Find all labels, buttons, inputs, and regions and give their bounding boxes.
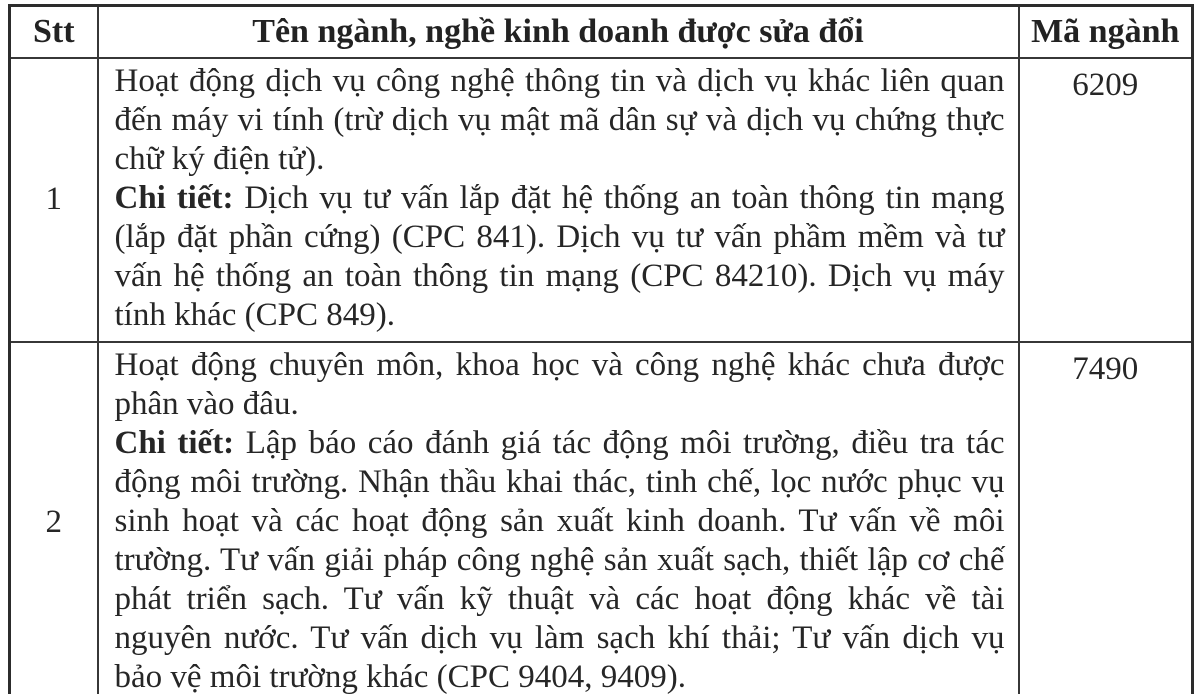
header-industry-code: Mã ngành [1019,6,1193,58]
header-stt: Stt [10,6,98,58]
description-text: Hoạt động chuyên môn, khoa học và công nghệ khác chưa được phân vào đâu. [114,346,1005,422]
detail-paragraph [115,179,1005,335]
detail-label: Chi tiết: [114,179,234,216]
industry-code-value: 6209 [1019,58,1193,342]
row-number: 2 [10,342,98,694]
table-row [10,342,1193,694]
detail-paragraph [115,424,1005,694]
header-business-line-name: Tên ngành, nghề kinh doanh được sửa đổi [98,6,1019,58]
table-row [10,58,1193,342]
row-number: 1 [10,58,98,342]
description-text: Hoạt động dịch vụ công nghệ thông tin và dịch vụ khác liên quan đến máy vi tính (trừ dịch vụ mật mã dân sự và dịch vụ chứng thực chữ ký điện tử). [114,62,1005,177]
table-header-row [10,6,1193,58]
detail-text: Dịch vụ tư vấn lắp đặt hệ thống an toàn thông tin mạng (lắp đặt phần cứng) (CPC 841). Dịch vụ tư vấn phầm mềm và tư vấn hệ thống an toàn thông tin mạng (CPC 84210). Dịch vụ máy tính khác (CPC 849). [114,179,1005,333]
amended-business-lines-table [8,4,1194,694]
detail-text: Lập báo cáo đánh giá tác động môi trường, điều tra tác động môi trường. Nhận thầu khai thác, tinh chế, lọc nước phục vụ sinh hoạt và các hoạt động sản xuất kinh doanh. Tư vấn về môi trường. Tư vấn giải pháp công nghệ sản xuất sạch, thiết lập cơ chế phát triển sạch. Tư vấn kỹ thuật và các hoạt động khác về tài nguyên nước. Tư vấn dịch vụ làm sạch khí thải; Tư vấn dịch vụ bảo vệ môi trường khác (CPC 9404, 9409). [114,424,1005,694]
industry-code-value: 7490 [1019,342,1193,694]
business-line-cell [98,58,1019,342]
detail-label: Chi tiết: [114,424,235,461]
business-line-cell [98,342,1019,694]
